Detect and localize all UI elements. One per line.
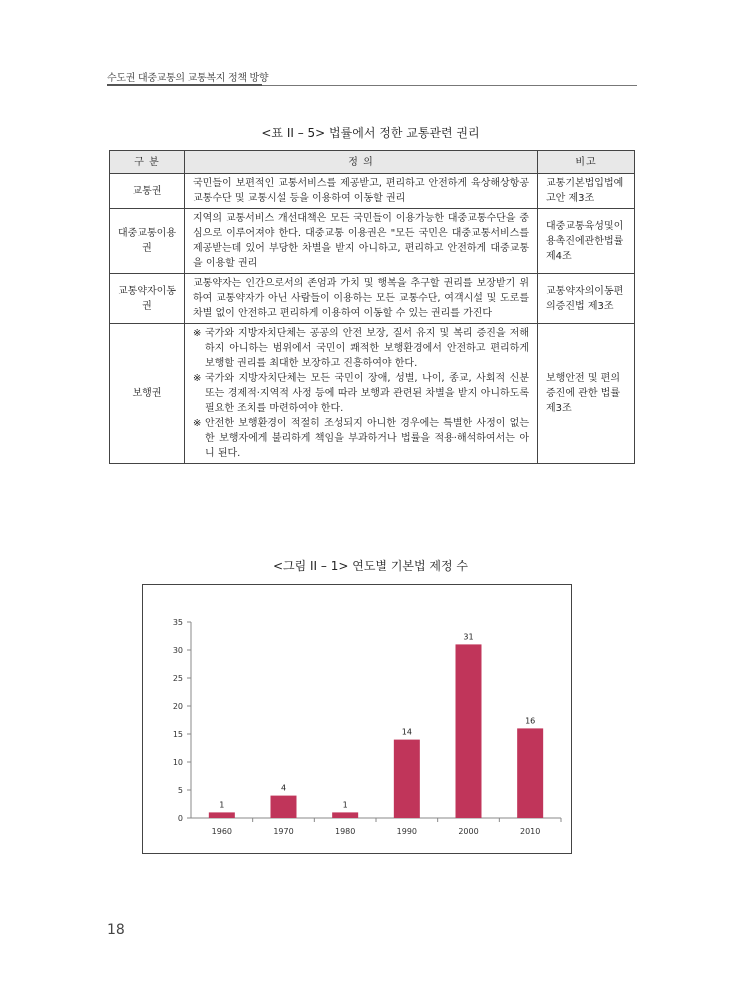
row-term: 교통권 bbox=[110, 174, 185, 209]
x-tick-label: 1970 bbox=[273, 827, 294, 836]
x-tick-label: 1990 bbox=[396, 827, 418, 836]
row-term: 교통약자이동권 bbox=[110, 274, 185, 324]
row-note: 교통기본법입법예고안 제3조 bbox=[538, 174, 635, 209]
y-tick-label: 10 bbox=[172, 758, 183, 767]
header-cell-note: 비고 bbox=[538, 151, 635, 174]
bar-value-label: 16 bbox=[525, 716, 536, 726]
row-note: 교통약자의이동편의증진법 제3조 bbox=[538, 274, 635, 324]
header-rule-thin bbox=[262, 85, 637, 86]
y-tick-label: 25 bbox=[172, 674, 183, 683]
x-tick-label: 1960 bbox=[211, 827, 233, 836]
bar bbox=[271, 796, 297, 818]
bar bbox=[209, 812, 235, 818]
rights-table bbox=[109, 150, 635, 464]
table-row bbox=[110, 324, 635, 464]
y-tick-label: 35 bbox=[172, 618, 183, 627]
bar bbox=[517, 728, 543, 818]
row-definition: 국민들이 보편적인 교통서비스를 제공받고, 편리하고 안전하게 육상해상항공 교통수단 및 교통시설 등을 이용하여 이동할 권리 bbox=[185, 174, 538, 209]
reference-mark: ※ bbox=[193, 328, 202, 339]
page-number: 18 bbox=[107, 922, 125, 938]
bar-value-label: 1 bbox=[219, 800, 225, 810]
row-definition: 교통약자는 인간으로서의 존엄과 가치 및 행복을 추구할 권리를 보장받기 위하여 교통약자가 아닌 사람들이 이용하는 모든 교통수단, 여객시설 및 도로를 차별 없이 안전하고 편리하게 이용하여 이동할 수 있는 권리를 가진다 bbox=[185, 274, 538, 324]
list-item bbox=[193, 371, 529, 416]
table-row bbox=[110, 174, 635, 209]
y-tick-label: 15 bbox=[172, 730, 183, 739]
list-item bbox=[193, 326, 529, 371]
list-item-text: 국가와 지방자치단체는 공공의 안전 보장, 질서 유지 및 복리 증진을 저해하지 아니하는 범위에서 국민이 쾌적한 보행환경에서 안전하고 편리하게 보행할 권리를 최대한 보장하고 진흥하여야 한다. bbox=[205, 328, 529, 369]
x-tick-label: 1980 bbox=[334, 827, 356, 836]
row-note: 대중교통육성및이용촉진에관한법률제4조 bbox=[538, 209, 635, 274]
table-row bbox=[110, 274, 635, 324]
y-tick-label: 30 bbox=[172, 646, 183, 655]
y-tick-label: 0 bbox=[177, 814, 183, 823]
list-item-text: 안전한 보행환경이 적절히 조성되지 아니한 경우에는 특별한 사정이 없는 한 보행자에게 불리하게 책임을 부과하거나 법률을 적용·해석하여서는 아니 된다. bbox=[205, 418, 529, 459]
x-tick-label: 2000 bbox=[458, 827, 479, 836]
bar-chart bbox=[142, 584, 572, 854]
row-note: 보행안전 및 편의증진에 관한 법률 제3조 bbox=[538, 324, 635, 464]
list-item-text: 국가와 지방자치단체는 모든 국민이 장애, 성별, 나이, 종교, 사회적 신분 또는 경제적·지역적 사정 등에 따라 보행과 관련된 차별을 받지 아니하도록 필요한 조치를 마련하여야 한다. bbox=[205, 373, 529, 414]
header-rule-thick bbox=[107, 84, 262, 86]
bar-value-label: 4 bbox=[280, 783, 287, 793]
bar bbox=[456, 644, 482, 818]
x-tick-label: 2010 bbox=[519, 827, 541, 836]
row-definition bbox=[185, 324, 538, 464]
row-term: 대중교통이용권 bbox=[110, 209, 185, 274]
bar-value-label: 14 bbox=[401, 727, 412, 737]
y-tick-label: 20 bbox=[172, 702, 183, 711]
figure-caption: <그림 II – 1> 연도별 기본법 제정 수 bbox=[272, 559, 469, 573]
running-header: 수도권 대중교통의 교통복지 정책 방향 bbox=[107, 73, 269, 84]
header-cell-category: 구 분 bbox=[110, 151, 185, 174]
bar bbox=[394, 740, 420, 818]
y-tick-label: 5 bbox=[177, 786, 183, 795]
table-caption: <표 II – 5> 법률에서 정한 교통관련 권리 bbox=[261, 126, 480, 140]
reference-mark: ※ bbox=[193, 373, 202, 384]
bar-value-label: 31 bbox=[463, 632, 474, 642]
row-definition: 지역의 교통서비스 개선대책은 모든 국민들이 이용가능한 대중교통수단을 중심으로 이루어져야 한다. 대중교통 이용권은 "모든 국민은 대중교통서비스를 제공받는데 있어 부당한 차별을 받지 아니하고, 편리하고 안전하게 대중교통을 이용할 권리 bbox=[185, 209, 538, 274]
table-row bbox=[110, 209, 635, 274]
reference-mark: ※ bbox=[193, 418, 202, 429]
bullet-list bbox=[193, 326, 529, 461]
bar bbox=[332, 812, 358, 818]
list-item bbox=[193, 416, 529, 461]
bar-value-label: 1 bbox=[342, 800, 348, 810]
table-header-row bbox=[110, 151, 635, 174]
header-cell-definition: 정 의 bbox=[185, 151, 538, 174]
row-term: 보행권 bbox=[110, 324, 185, 464]
bar-chart-svg bbox=[143, 585, 571, 853]
